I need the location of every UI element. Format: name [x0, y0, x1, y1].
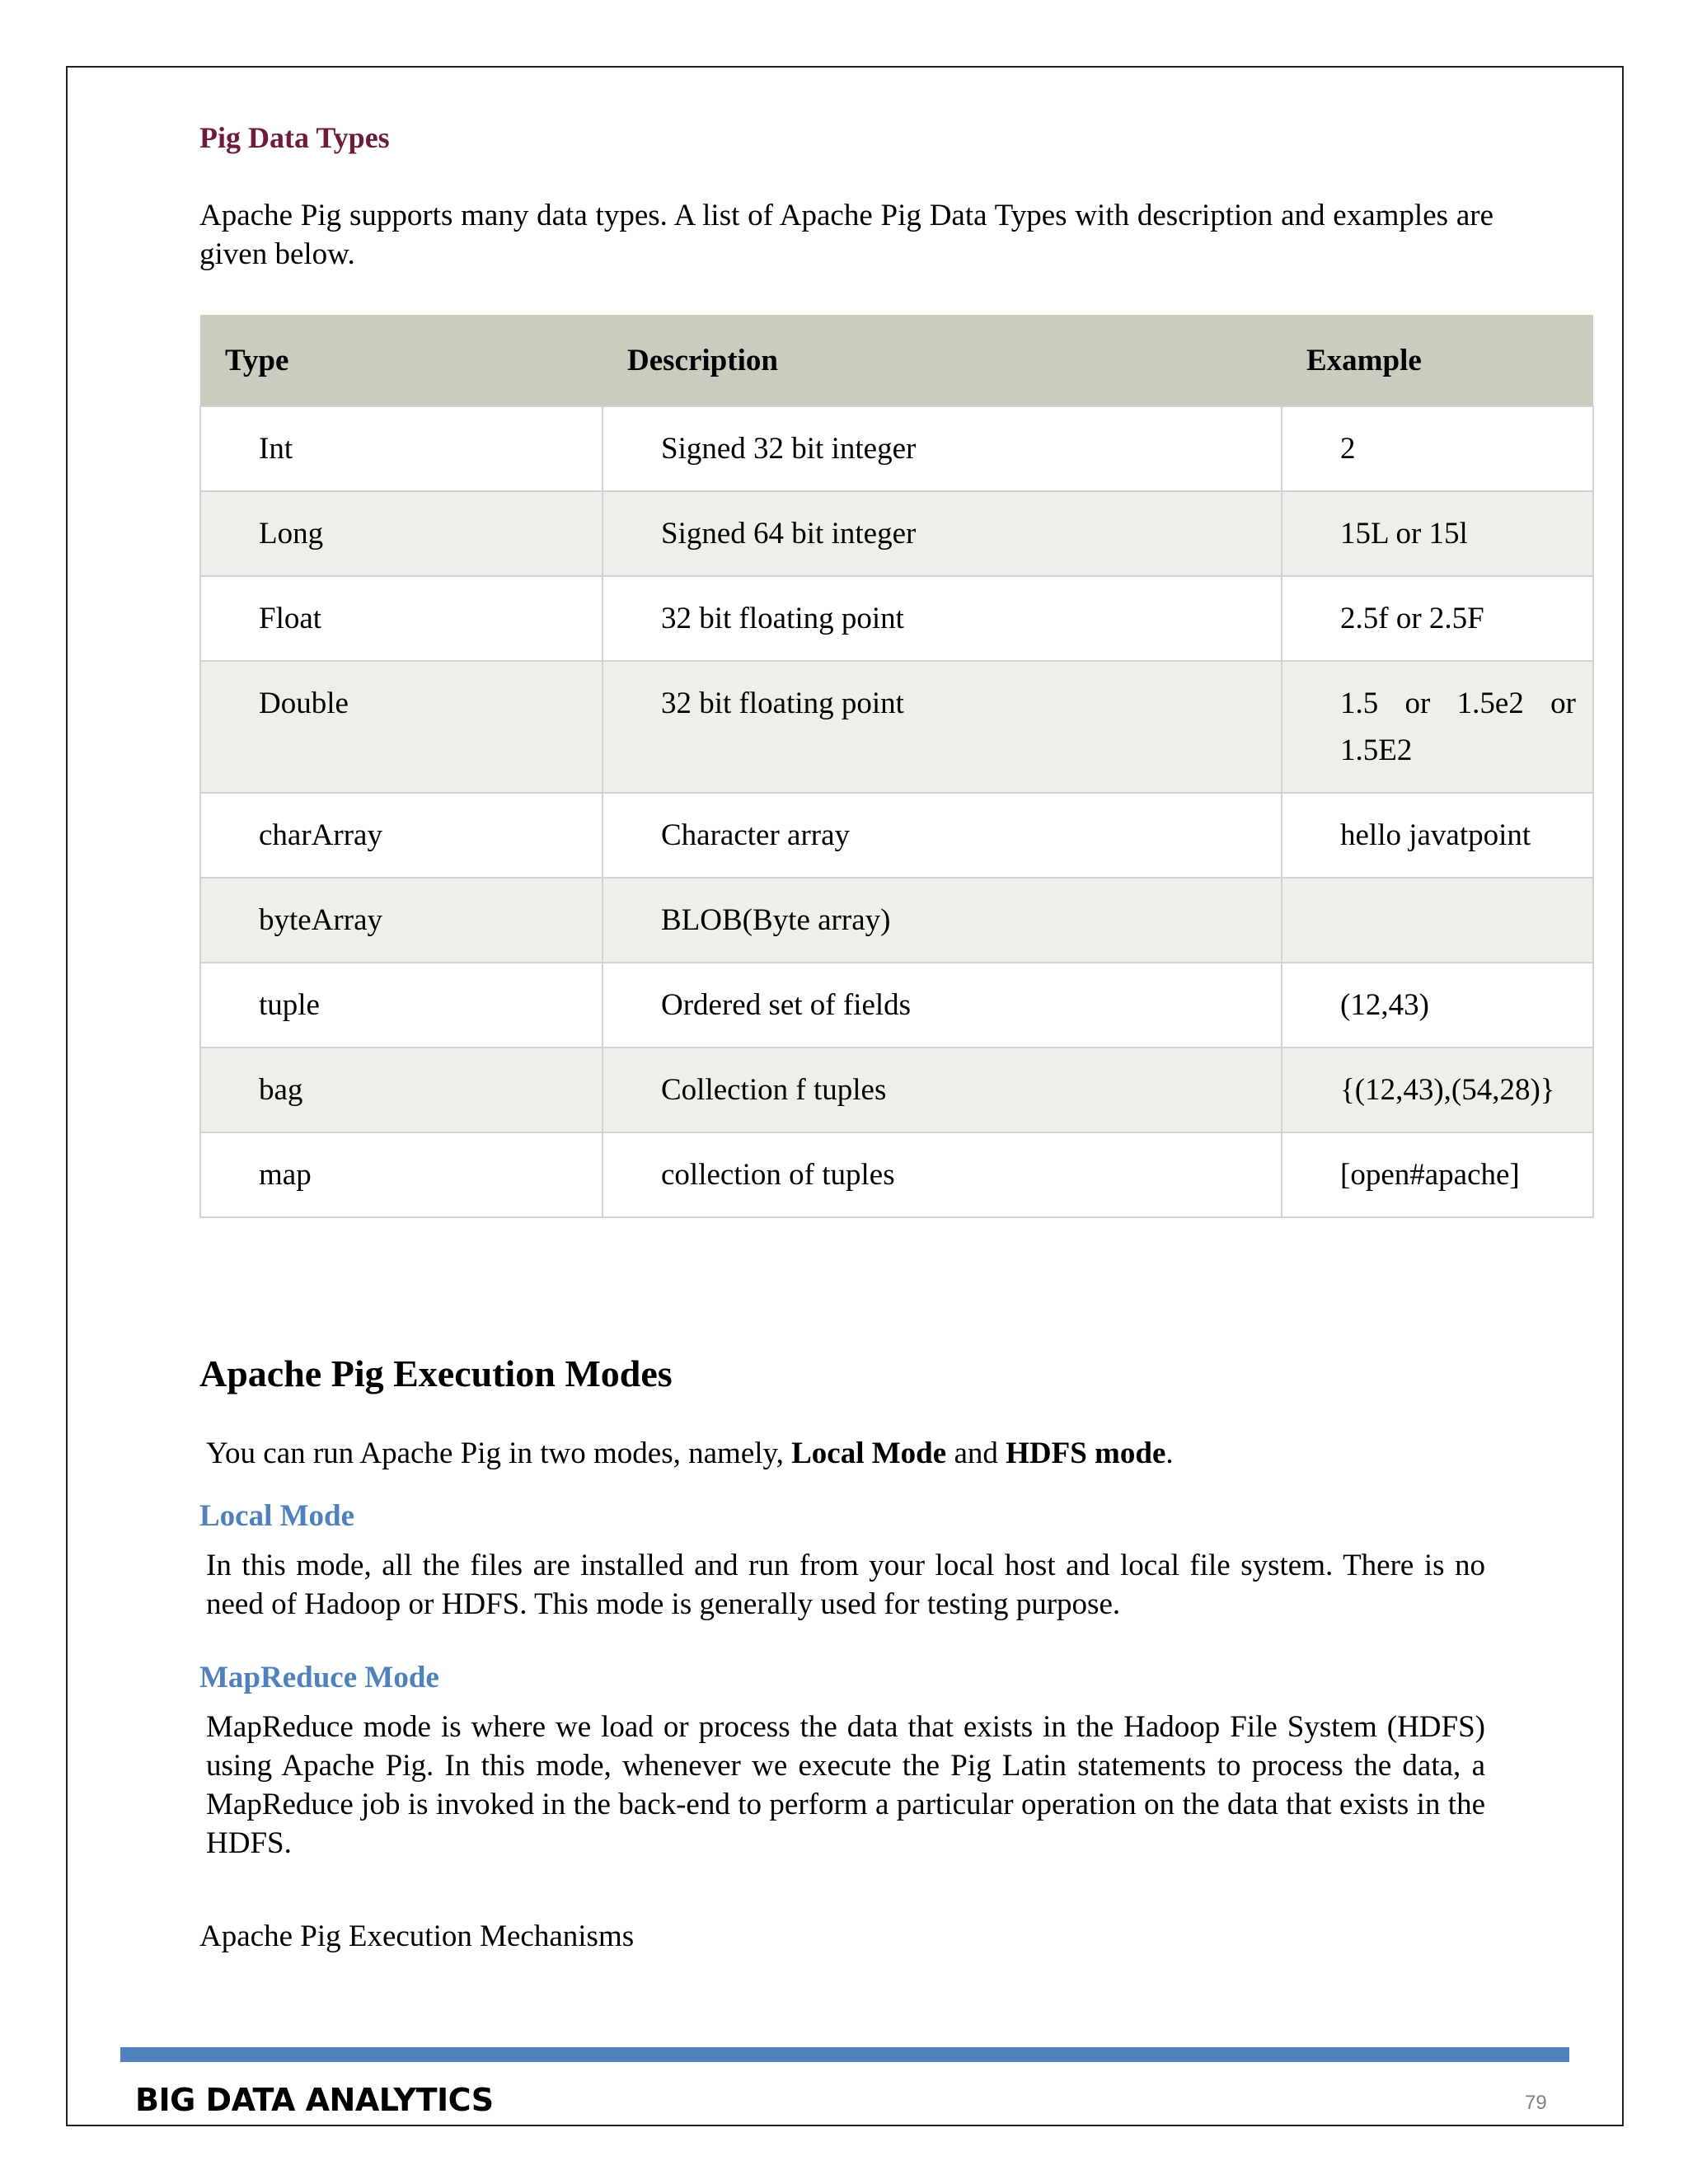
cell-description: Character array — [603, 793, 1282, 878]
cell-example: {(12,43),(54,28)} — [1282, 1047, 1593, 1132]
intro-text: . — [1165, 1436, 1174, 1470]
table-row — [200, 406, 1593, 491]
table-row — [200, 878, 1593, 963]
header-type: Type — [200, 315, 603, 406]
footer-rule — [120, 2047, 1569, 2062]
table-row — [200, 1047, 1593, 1132]
local-mode-text: In this mode, all the files are installed and run from your local host and local file system. There is no need of Hadoop or HDFS. This mode is generally used for testing purpose. — [206, 1549, 1485, 1621]
cell-type: Float — [200, 576, 603, 661]
cell-example: (12,43) — [1282, 963, 1593, 1047]
intro-text: and — [946, 1436, 1006, 1470]
cell-example: [open#apache] — [1282, 1132, 1593, 1217]
cell-description: 32 bit floating point — [603, 576, 1282, 661]
cell-example: 2 — [1282, 406, 1593, 491]
section-heading-execution-modes: Apache Pig Execution Modes — [199, 1352, 673, 1394]
execution-modes-intro — [206, 1436, 1174, 1471]
cell-type: byteArray — [200, 878, 603, 963]
table-row — [200, 963, 1593, 1047]
cell-type: Long — [200, 491, 603, 576]
cell-type: bag — [200, 1047, 603, 1132]
header-example: Example — [1282, 315, 1593, 406]
table-row — [200, 576, 1593, 661]
cell-description: Signed 32 bit integer — [603, 406, 1282, 491]
cell-description: Ordered set of fields — [603, 963, 1282, 1047]
cell-description: Collection f tuples — [603, 1047, 1282, 1132]
cell-example — [1282, 878, 1593, 963]
cell-description: 32 bit floating point — [603, 661, 1282, 793]
header-description: Description — [603, 315, 1282, 406]
cell-example: 2.5f or 2.5F — [1282, 576, 1593, 661]
execution-mechanisms-line: Apache Pig Execution Mechanisms — [199, 1919, 635, 1953]
subheading-local-mode: Local Mode — [199, 1499, 355, 1533]
cell-type: tuple — [200, 963, 603, 1047]
intro-bold-local-mode: Local Mode — [791, 1436, 947, 1470]
cell-example: hello javatpoint — [1282, 793, 1593, 878]
page-number: 79 — [1525, 2092, 1547, 2114]
cell-type: Double — [200, 661, 603, 793]
cell-type: map — [200, 1132, 603, 1217]
section-heading-data-types: Pig Data Types — [199, 121, 390, 154]
cell-description: BLOB(Byte array) — [603, 878, 1282, 963]
cell-example: 15L or 15l — [1282, 491, 1593, 576]
table-row — [200, 793, 1593, 878]
cell-description: Signed 64 bit integer — [603, 491, 1282, 576]
table-row — [200, 661, 1593, 793]
cell-description: collection of tuples — [603, 1132, 1282, 1217]
data-types-intro: Apache Pig supports many data types. A list of Apache Pig Data Types with description and examples are given below. — [199, 199, 1493, 271]
subheading-mapreduce-mode: MapReduce Mode — [199, 1661, 439, 1694]
mapreduce-mode-text: MapReduce mode is where we load or process the data that exists in the Hadoop File System (HDFS) using Apache Pig. In this mode, whenever we execute the Pig Latin statements to process the data, a MapReduce job is invoked in the back-end to perform a particular operation on the data that exists in the HDFS. — [206, 1710, 1485, 1860]
intro-bold-hdfs-mode: HDFS mode — [1006, 1436, 1166, 1470]
data-types-table — [199, 315, 1594, 1218]
intro-text: You can run Apache Pig in two modes, namely, — [206, 1436, 792, 1470]
table-row — [200, 1132, 1593, 1217]
cell-example: 1.5 or 1.5e2 or 1.5E2 — [1282, 661, 1593, 793]
footer-title: BIG DATA ANALYTICS — [135, 2082, 494, 2118]
cell-type: charArray — [200, 793, 603, 878]
table-row — [200, 491, 1593, 576]
table-header-row — [200, 315, 1593, 406]
cell-type: Int — [200, 406, 603, 491]
